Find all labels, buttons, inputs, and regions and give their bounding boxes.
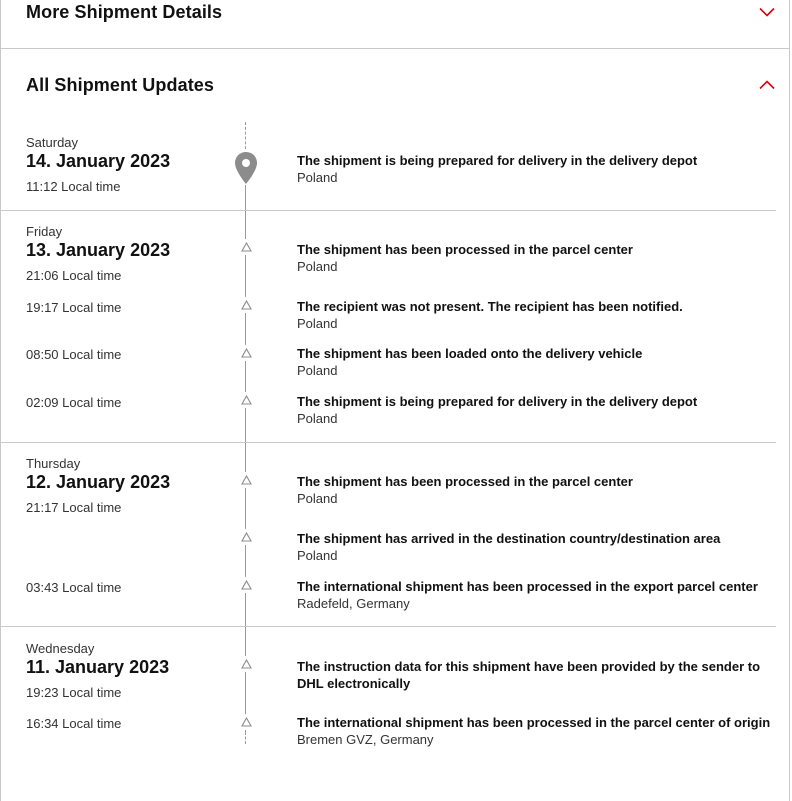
day-date: 11. January 2023 xyxy=(26,657,170,677)
triangle-marker-icon xyxy=(238,529,254,545)
triangle-marker-icon xyxy=(238,239,254,255)
event-time: 11:12 Local time xyxy=(26,179,121,194)
event-title: The recipient was not present. The recipient has been notified. xyxy=(297,299,683,314)
event-details xyxy=(297,241,781,275)
chevron-down-icon[interactable] xyxy=(759,7,775,17)
timeline-line-top xyxy=(245,122,246,154)
day-weekday: Thursday xyxy=(26,456,81,471)
event-location: Poland xyxy=(297,411,338,426)
triangle-marker-icon xyxy=(238,577,254,593)
more-shipment-details-header[interactable] xyxy=(26,0,775,24)
event-location: Poland xyxy=(297,491,338,506)
day-weekday: Wednesday xyxy=(26,641,95,656)
event-title: The shipment has been processed in the parcel center xyxy=(297,474,633,489)
day-divider xyxy=(1,442,776,443)
event-title: The shipment is being prepared for delivery in the delivery depot xyxy=(297,153,698,168)
event-title: The international shipment has been processed in the export parcel center xyxy=(297,579,758,594)
event-location: Poland xyxy=(297,170,338,185)
timeline-line-bottom xyxy=(245,732,246,744)
section-divider xyxy=(1,48,789,49)
event-title: The instruction data for this shipment have been provided by the sender to DHL electronically xyxy=(297,659,761,691)
more-shipment-details-title: More Shipment Details xyxy=(26,1,223,22)
event-details xyxy=(297,298,781,332)
all-shipment-updates-title: All Shipment Updates xyxy=(26,74,215,95)
event-time: 16:34 Local time xyxy=(26,716,122,731)
event-location: Poland xyxy=(297,316,338,331)
event-details xyxy=(297,393,781,427)
event-title: The international shipment has been processed in the parcel center of origin xyxy=(297,715,771,730)
triangle-marker-icon xyxy=(238,297,254,313)
day-date: 12. January 2023 xyxy=(26,472,171,492)
event-time: 03:43 Local time xyxy=(26,580,122,595)
location-pin-icon xyxy=(233,151,259,185)
triangle-marker-icon xyxy=(238,472,254,488)
triangle-marker-icon xyxy=(238,714,254,730)
day-date: 14. January 2023 xyxy=(26,151,171,171)
event-time: 21:17 Local time xyxy=(26,500,122,515)
day-divider xyxy=(1,626,776,627)
triangle-marker-icon xyxy=(238,656,254,672)
event-details xyxy=(297,152,781,186)
event-title: The shipment has arrived in the destination country/destination area xyxy=(297,531,721,546)
event-location: Bremen GVZ, Germany xyxy=(297,732,434,747)
event-title: The shipment has been loaded onto the delivery vehicle xyxy=(297,346,643,361)
event-details xyxy=(297,658,781,692)
event-time: 08:50 Local time xyxy=(26,347,122,362)
event-time: 19:23 Local time xyxy=(26,685,122,700)
all-shipment-updates-header[interactable] xyxy=(26,73,775,97)
event-location: Poland xyxy=(297,548,338,563)
event-location: Poland xyxy=(297,363,338,378)
day-weekday: Friday xyxy=(26,224,63,239)
event-details xyxy=(297,473,781,507)
event-time: 21:06 Local time xyxy=(26,268,122,283)
event-details xyxy=(297,530,781,564)
day-date: 13. January 2023 xyxy=(26,240,171,260)
event-details xyxy=(297,345,781,379)
event-location: Poland xyxy=(297,259,338,274)
chevron-up-icon[interactable] xyxy=(759,80,775,90)
day-divider xyxy=(1,210,776,211)
triangle-marker-icon xyxy=(238,345,254,361)
event-time: 19:17 Local time xyxy=(26,300,122,315)
event-details xyxy=(297,714,781,748)
event-location: Radefeld, Germany xyxy=(297,596,410,611)
event-title: The shipment has been processed in the parcel center xyxy=(297,242,633,257)
event-time: 02:09 Local time xyxy=(26,395,122,410)
event-details xyxy=(297,578,781,612)
event-title: The shipment is being prepared for delivery in the delivery depot xyxy=(297,394,698,409)
triangle-marker-icon xyxy=(238,392,254,408)
day-weekday: Saturday xyxy=(26,135,79,150)
